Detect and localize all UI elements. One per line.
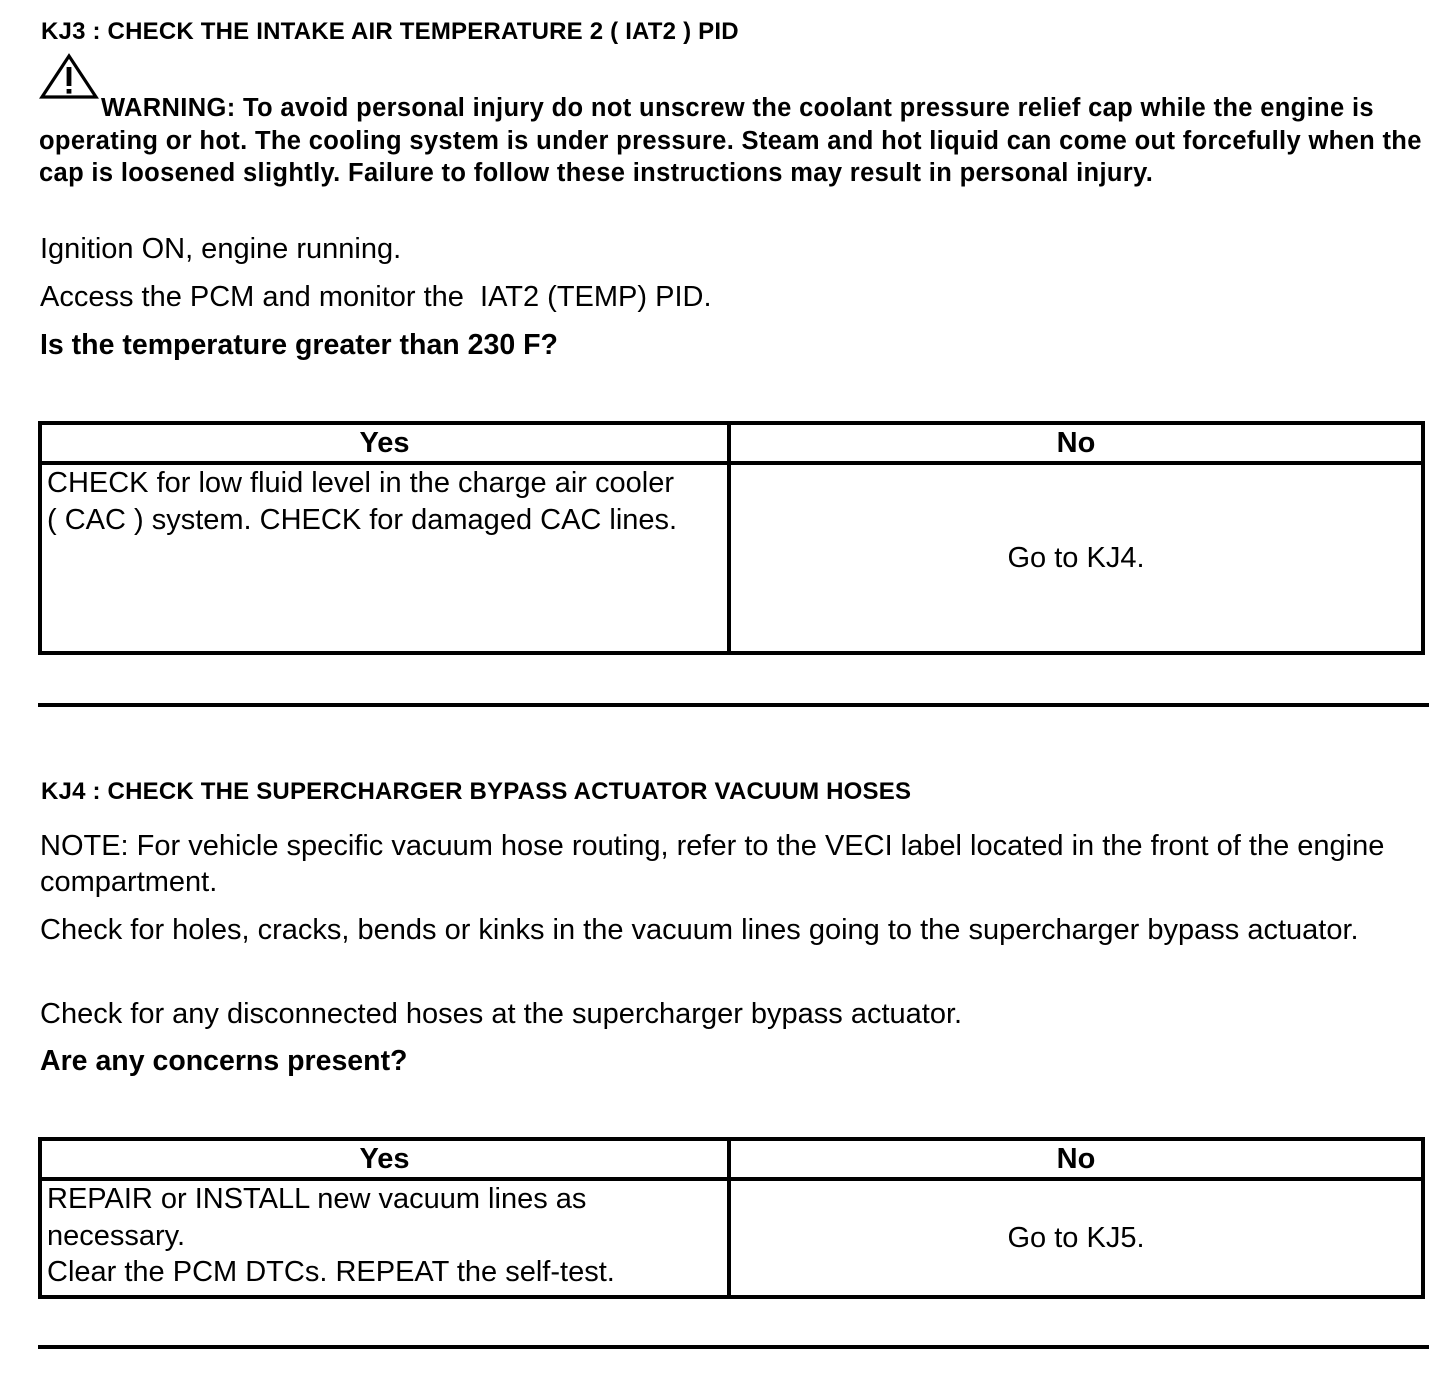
kj4-note: NOTE: For vehicle specific vacuum hose routing, refer to the VECI label located in the front of the engine compartment. bbox=[40, 830, 1385, 898]
kj3-yes-header: Yes bbox=[40, 423, 729, 463]
kj4-yes-cell bbox=[40, 1179, 729, 1297]
kj4-no-text: Go to KJ5. bbox=[1007, 1221, 1145, 1254]
kj3-no-header: No bbox=[729, 423, 1423, 463]
section-divider-bottom bbox=[38, 1345, 1429, 1349]
kj3-heading: KJ3 : CHECK THE INTAKE AIR TEMPERATURE 2 ( IAT2 ) PID bbox=[41, 18, 739, 45]
kj4-yes-text-repair: REPAIR or INSTALL new vacuum lines as necessary. bbox=[47, 1183, 587, 1252]
kj3-warning bbox=[39, 92, 1434, 190]
kj3-yes-cell bbox=[40, 463, 729, 653]
kj4-heading: KJ4 : CHECK THE SUPERCHARGER BYPASS ACTUATOR VACUUM HOSES bbox=[41, 778, 912, 805]
kj4-no-cell bbox=[729, 1179, 1423, 1297]
kj3-yes-no-table bbox=[38, 421, 1425, 655]
kj3-warning-text: WARNING: To avoid personal injury do not unscrew the coolant pressure relief cap while the engine is operating or hot. The cooling system is under pressure. Steam and hot liquid can come out forcefully when the cap is loosened slightly. Failure to follow these instructions may result in personal injury. bbox=[39, 94, 1422, 187]
kj4-no-header: No bbox=[729, 1139, 1423, 1179]
kj3-no-cell bbox=[729, 463, 1423, 653]
section-divider bbox=[38, 703, 1429, 707]
kj3-no-text: Go to KJ4. bbox=[1007, 541, 1145, 574]
kj3-question: Is the temperature greater than 230 F? bbox=[40, 329, 558, 361]
kj4-question: Are any concerns present? bbox=[40, 1045, 408, 1077]
kj4-yes-header: Yes bbox=[40, 1139, 729, 1179]
kj3-yes-text: CHECK for low fluid level in the charge air cooler ( CAC ) system. CHECK for damaged CAC lines. bbox=[47, 467, 678, 536]
kj4-step-check-disconnected: Check for any disconnected hoses at the supercharger bypass actuator. bbox=[40, 998, 963, 1030]
kj4-yes-no-table bbox=[38, 1137, 1425, 1299]
kj3-step-access-pcm: Access the PCM and monitor the IAT2 (TEMP) PID. bbox=[40, 281, 712, 313]
kj4-step-check-holes: Check for holes, cracks, bends or kinks in the vacuum lines going to the supercharger bypass actuator. bbox=[40, 914, 1359, 946]
warning-triangle-icon bbox=[39, 53, 99, 99]
kj3-step-ignition: Ignition ON, engine running. bbox=[40, 233, 402, 265]
kj4-yes-text-clear: Clear the PCM DTCs. REPEAT the self-test. bbox=[47, 1256, 615, 1288]
